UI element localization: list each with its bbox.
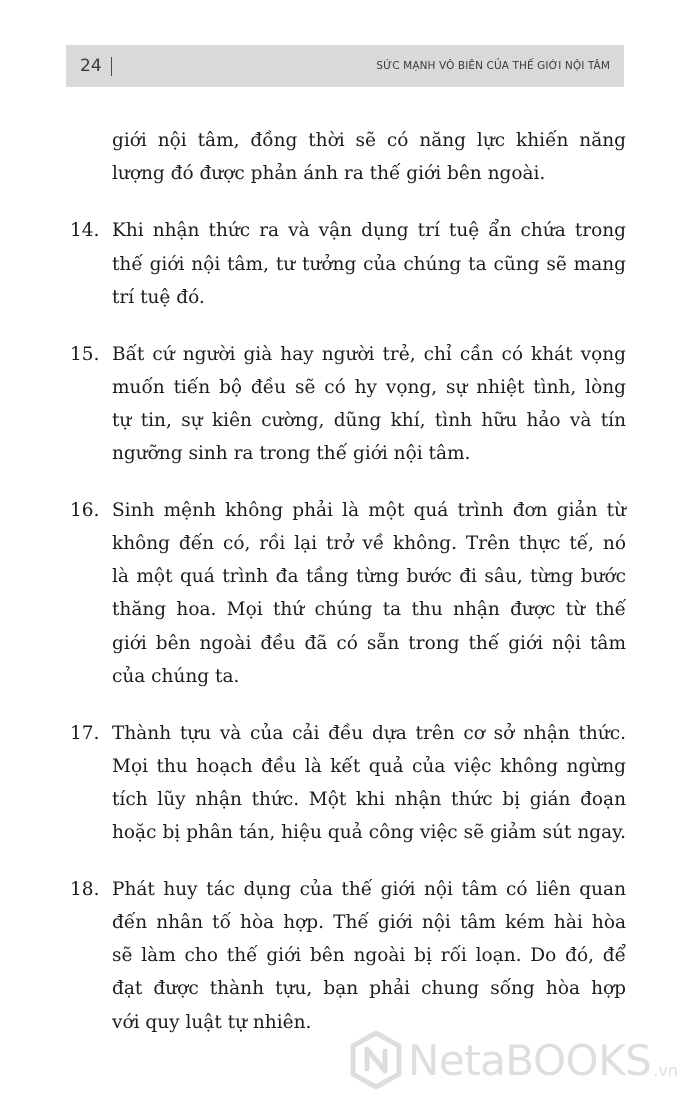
text-line: tích lũy nhận thức. Một khi nhận thức bị gián đoạn bbox=[112, 788, 626, 810]
text-line: đến nhân tố hòa hợp. Thế giới nội tâm kém hài hòa bbox=[112, 912, 626, 934]
text-line: tự tin, sự kiên cường, dũng khí, tình hữu hảo và tín bbox=[112, 409, 626, 431]
text-line: giới nội tâm, đồng thời sẽ có năng lực khiến năng bbox=[112, 130, 626, 151]
list-item-14 bbox=[70, 214, 626, 314]
item-number: 17. bbox=[70, 722, 100, 744]
text-line: lượng đó được phản ánh ra thế giới bên ngoài. bbox=[112, 163, 546, 185]
item-number: 16. bbox=[70, 499, 100, 521]
item-text bbox=[112, 717, 626, 850]
text-line: Bất cứ người già hay người trẻ, chỉ cần có khát vọng bbox=[112, 343, 626, 365]
page-body bbox=[70, 124, 626, 1062]
item-text bbox=[112, 214, 626, 314]
text-line: Khi nhận thức ra và vận dụng trí tuệ ẩn chứa trong bbox=[112, 220, 626, 242]
page-header bbox=[66, 45, 624, 87]
text-line: của chúng ta. bbox=[112, 665, 240, 687]
text-line: Thành tựu và của cải đều dựa trên cơ sở nhận thức. bbox=[112, 722, 626, 744]
list-item-16 bbox=[70, 494, 626, 693]
text-line: ngưỡng sinh ra trong thế giới nội tâm. bbox=[112, 443, 471, 465]
text-line: giới bên ngoài đều đã có sẵn trong thế giới nội tâm bbox=[112, 632, 626, 654]
text-line: là một quá trình đa tầng từng bước đi sâu, từng bước bbox=[112, 566, 626, 588]
item-number: 14. bbox=[70, 220, 100, 242]
text-line: Sinh mệnh không phải là một quá trình đơn giản từ bbox=[112, 499, 626, 521]
header-divider bbox=[111, 57, 112, 76]
text-line: Mọi thu hoạch đều là kết quả của việc không ngừng bbox=[112, 755, 626, 777]
continued-paragraph bbox=[112, 124, 626, 190]
text-line: hoặc bị phân tán, hiệu quả công việc sẽ giảm sút ngay. bbox=[112, 822, 626, 844]
publisher-watermark bbox=[350, 1030, 678, 1090]
item-number: 18. bbox=[70, 878, 100, 900]
list-item-17 bbox=[70, 717, 626, 850]
item-text bbox=[112, 873, 626, 1039]
text-line: sẽ làm cho thế giới bên ngoài bị rối loạn. Do đó, để bbox=[112, 945, 626, 967]
text-line: không đến có, rồi lại trở về không. Trên thực tế, nó bbox=[112, 533, 626, 555]
item-text bbox=[112, 338, 626, 471]
text-line: thế giới nội tâm, tư tưởng của chúng ta cũng sẽ mang bbox=[112, 253, 626, 275]
running-title: SỨC MẠNH VÔ BIÊN CỦA THẾ GIỚI NỘI TÂM bbox=[376, 60, 610, 72]
text-line: với quy luật tự nhiên. bbox=[112, 1011, 312, 1033]
item-text bbox=[112, 494, 626, 693]
text-line: trí tuệ đó. bbox=[112, 286, 205, 308]
text-line: muốn tiến bộ đều sẽ có hy vọng, sự nhiệt tình, lòng bbox=[112, 376, 626, 398]
page-number: 24 bbox=[80, 56, 102, 76]
text-line: Phát huy tác dụng của thế giới nội tâm có liên quan bbox=[112, 878, 626, 900]
item-number: 15. bbox=[70, 343, 100, 365]
watermark-text: NetaBOOKS bbox=[407, 1035, 652, 1085]
list-item-18 bbox=[70, 873, 626, 1039]
watermark-suffix: .vn bbox=[653, 1061, 678, 1080]
text-line: thăng hoa. Mọi thứ chúng ta thu nhận được từ thế bbox=[112, 599, 626, 621]
text-line: đạt được thành tựu, bạn phải chung sống hòa hợp bbox=[112, 978, 626, 1000]
hexagon-logo-icon bbox=[350, 1031, 402, 1089]
list-item-15 bbox=[70, 338, 626, 471]
